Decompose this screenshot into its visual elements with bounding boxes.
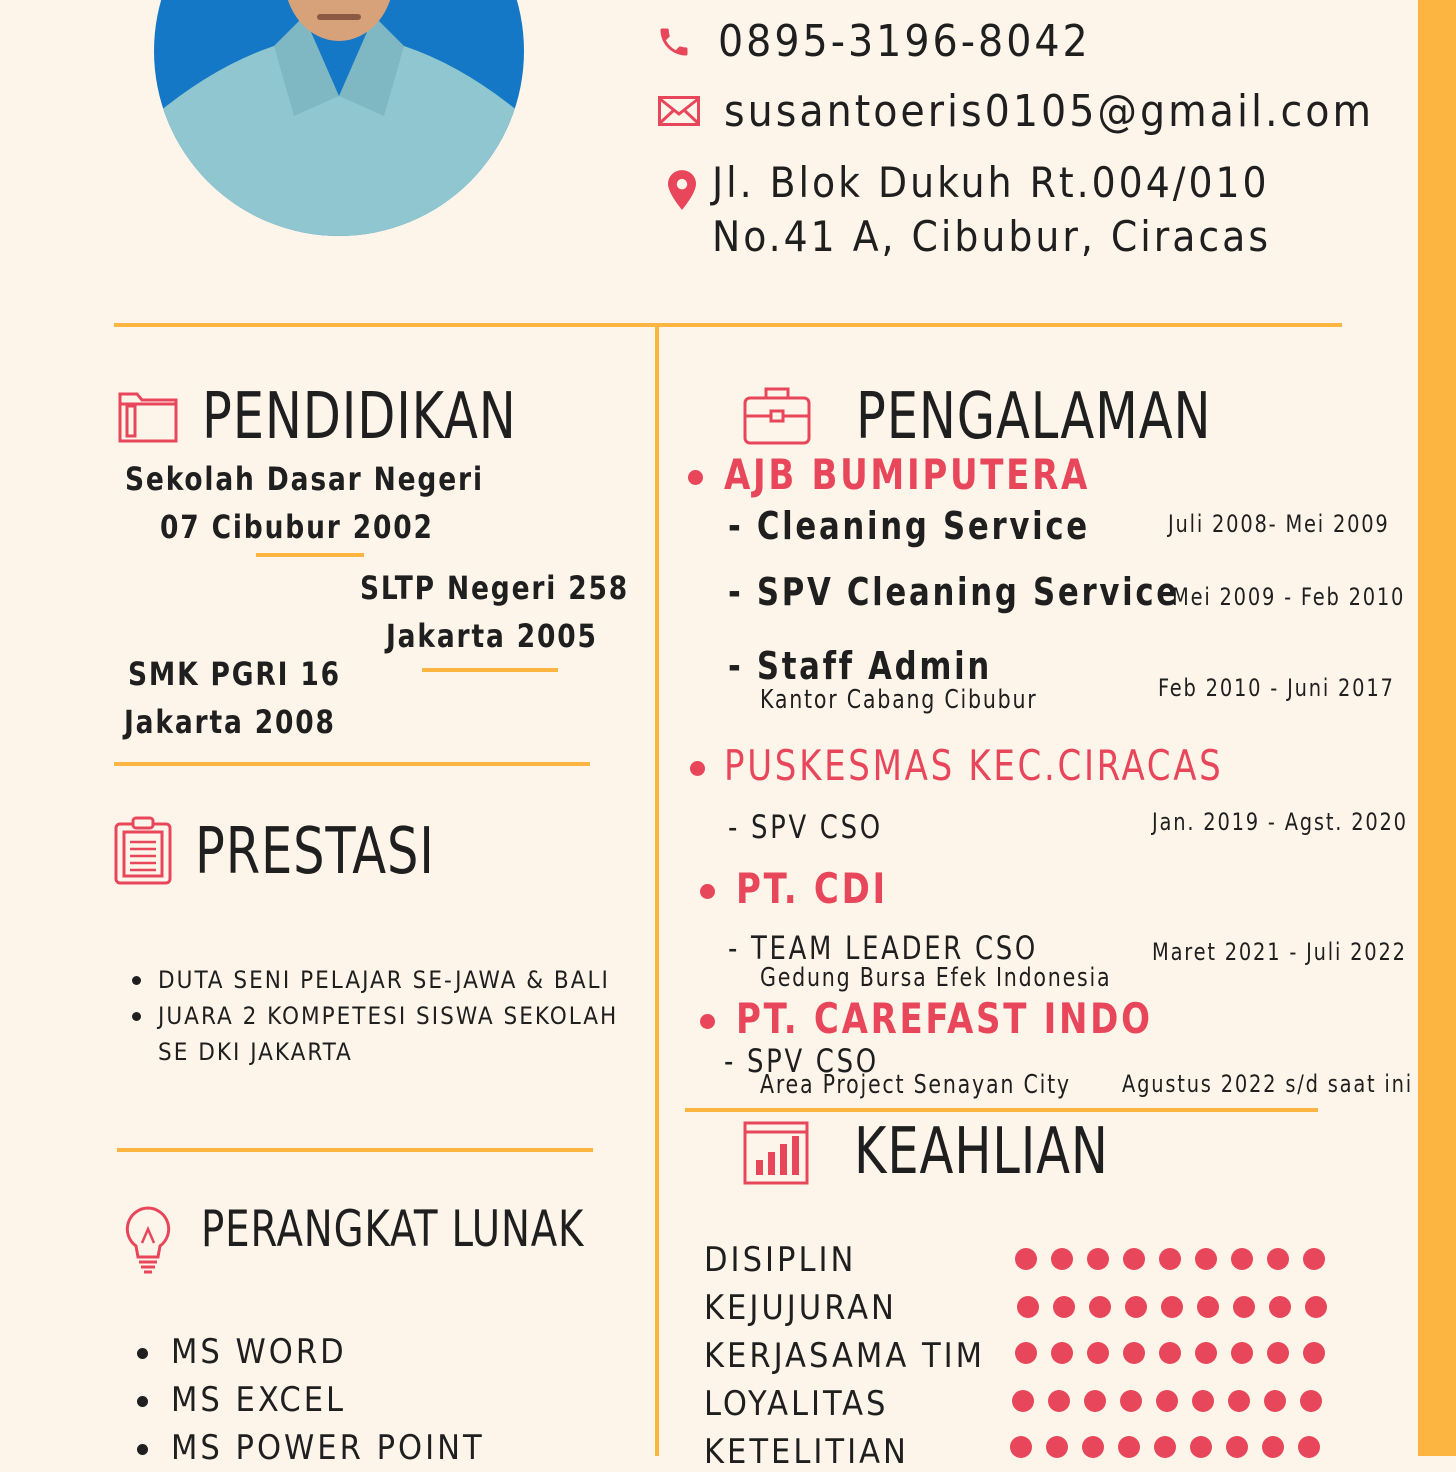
rating-dot (1082, 1436, 1104, 1458)
rating-dot (1015, 1248, 1037, 1270)
company-name: PT. CDI (736, 864, 888, 913)
company-name: PT. CAREFAST INDO (736, 994, 1153, 1043)
rating-dot (1125, 1296, 1147, 1318)
rating-dot (1192, 1390, 1214, 1412)
rating-dot (1089, 1296, 1111, 1318)
rating-dot (1159, 1342, 1181, 1364)
rating-dot (1262, 1436, 1284, 1458)
role-date: Maret 2021 - Juli 2022 (1152, 938, 1407, 966)
rating-dot (1046, 1436, 1068, 1458)
rating-dot (1267, 1248, 1289, 1270)
rating-dot (1017, 1296, 1039, 1318)
rating-dot (1197, 1296, 1219, 1318)
rating-dot (1156, 1390, 1178, 1412)
achievements-list (130, 962, 630, 1070)
rating-dot (1269, 1296, 1291, 1318)
role-date: Jan. 2019 - Agst. 2020 (1152, 808, 1408, 836)
company-bullet (700, 884, 715, 899)
company-name: AJB BUMIPUTERA (724, 450, 1091, 499)
column-divider (655, 326, 659, 1456)
rating-dot (1190, 1436, 1212, 1458)
lightbulb-icon (122, 1205, 174, 1279)
skill-rating (1012, 1390, 1322, 1412)
rating-dot (1015, 1342, 1037, 1364)
rating-dot (1161, 1296, 1183, 1318)
role-title: - SPV CSO (724, 1042, 879, 1080)
role-subtitle: Kantor Cabang Cibubur (760, 685, 1038, 715)
role-title: - SPV Cleaning Service (728, 570, 1180, 614)
rating-dot (1233, 1296, 1255, 1318)
side-accent-bar (1418, 0, 1456, 1456)
rating-dot (1123, 1248, 1145, 1270)
email-icon (658, 96, 700, 130)
rating-dot (1226, 1436, 1248, 1458)
smk-line-1: SMK PGRI 16 (128, 655, 341, 693)
role-subtitle: Area Project Senayan City (760, 1070, 1071, 1100)
rating-dot (1053, 1296, 1075, 1318)
smk-line-2: Jakarta 2008 (124, 703, 336, 741)
list-item: DUTA SENI PELAJAR SE-JAWA & BALI (130, 962, 630, 998)
sd-line-1: Sekolah Dasar Negeri (125, 460, 484, 498)
sltp-underline (422, 668, 558, 672)
rating-dot (1264, 1390, 1286, 1412)
rating-dot (1300, 1390, 1322, 1412)
rating-dot (1048, 1390, 1070, 1412)
experience-title: PENGALAMAN (856, 380, 1212, 454)
rating-dot (1087, 1248, 1109, 1270)
education-title: PENDIDIKAN (202, 380, 517, 454)
role-date: Juli 2008- Mei 2009 (1168, 510, 1390, 538)
rating-dot (1051, 1248, 1073, 1270)
achievements-divider (117, 1148, 593, 1152)
rating-dot (1010, 1436, 1032, 1458)
list-item: MS POWER POINT (135, 1424, 485, 1472)
list-item: JUARA 2 KOMPETESI SISWA SEKOLAH SE DKI JAKARTA (130, 998, 630, 1070)
role-title: - SPV CSO (728, 808, 883, 846)
skill-rating (1010, 1436, 1320, 1458)
software-title: PERANGKAT LUNAK (201, 1200, 585, 1258)
clipboard-icon (113, 816, 173, 890)
rating-dot (1231, 1248, 1253, 1270)
profile-photo (154, 0, 524, 236)
skill-label: KEJUJURAN (704, 1288, 897, 1328)
rating-dot (1087, 1342, 1109, 1364)
company-name: PUSKESMAS KEC.CIRACAS (724, 741, 1224, 790)
address-line-2: No.41 A, Cibubur, Ciracas (712, 212, 1272, 261)
rating-dot (1120, 1390, 1142, 1412)
sd-line-2: 07 Cibubur 2002 (160, 508, 434, 546)
sd-underline (256, 553, 364, 557)
skill-rating (1015, 1248, 1325, 1270)
role-title: - Cleaning Service (728, 504, 1090, 548)
role-date: Mei 2009 - Feb 2010 (1172, 583, 1406, 611)
education-divider (114, 762, 590, 766)
role-date: Feb 2010 - Juni 2017 (1158, 674, 1395, 702)
skill-rating (1017, 1296, 1327, 1318)
sltp-line-2: Jakarta 2005 (386, 617, 598, 655)
rating-dot (1154, 1436, 1176, 1458)
list-item: MS EXCEL (135, 1376, 485, 1424)
skill-rating (1015, 1342, 1325, 1364)
rating-dot (1118, 1436, 1140, 1458)
skill-label: KERJASAMA TIM (704, 1336, 986, 1376)
software-list (135, 1328, 485, 1472)
folder-icon (117, 386, 179, 448)
rating-dot (1303, 1248, 1325, 1270)
sltp-line-1: SLTP Negeri 258 (360, 569, 630, 607)
rating-dot (1298, 1436, 1320, 1458)
rating-dot (1303, 1342, 1325, 1364)
role-subtitle: Gedung Bursa Efek Indonesia (760, 963, 1112, 993)
phone-icon (656, 24, 692, 64)
company-bullet (690, 761, 705, 776)
skill-label: KETELITIAN (704, 1432, 909, 1472)
achievements-title: PRESTASI (195, 815, 435, 889)
skill-label: DISIPLIN (704, 1240, 857, 1280)
rating-dot (1159, 1248, 1181, 1270)
rating-dot (1051, 1342, 1073, 1364)
rating-dot (1012, 1390, 1034, 1412)
role-title: - TEAM LEADER CSO (728, 929, 1038, 967)
location-icon (668, 170, 696, 214)
rating-dot (1195, 1248, 1217, 1270)
rating-dot (1231, 1342, 1253, 1364)
rating-dot (1123, 1342, 1145, 1364)
rating-dot (1267, 1342, 1289, 1364)
rating-dot (1305, 1296, 1327, 1318)
company-bullet (688, 470, 703, 485)
rating-dot (1228, 1390, 1250, 1412)
experience-divider (685, 1108, 1318, 1112)
phone-number: 0895-3196-8042 (718, 16, 1091, 67)
chart-icon (742, 1120, 810, 1190)
role-date: Agustus 2022 s/d saat ini (1122, 1070, 1413, 1098)
address-line-1: Jl. Blok Dukuh Rt.004/010 (712, 158, 1270, 207)
company-bullet (700, 1014, 715, 1029)
rating-dot (1195, 1342, 1217, 1364)
skill-label: LOYALITAS (704, 1384, 889, 1424)
rating-dot (1084, 1390, 1106, 1412)
skills-title: KEAHLIAN (854, 1115, 1109, 1189)
top-divider (114, 323, 1342, 327)
email-address: susantoeris0105@gmail.com (724, 86, 1375, 137)
briefcase-icon (742, 384, 812, 450)
list-item: MS WORD (135, 1328, 485, 1376)
role-title: - Staff Admin (728, 644, 993, 688)
